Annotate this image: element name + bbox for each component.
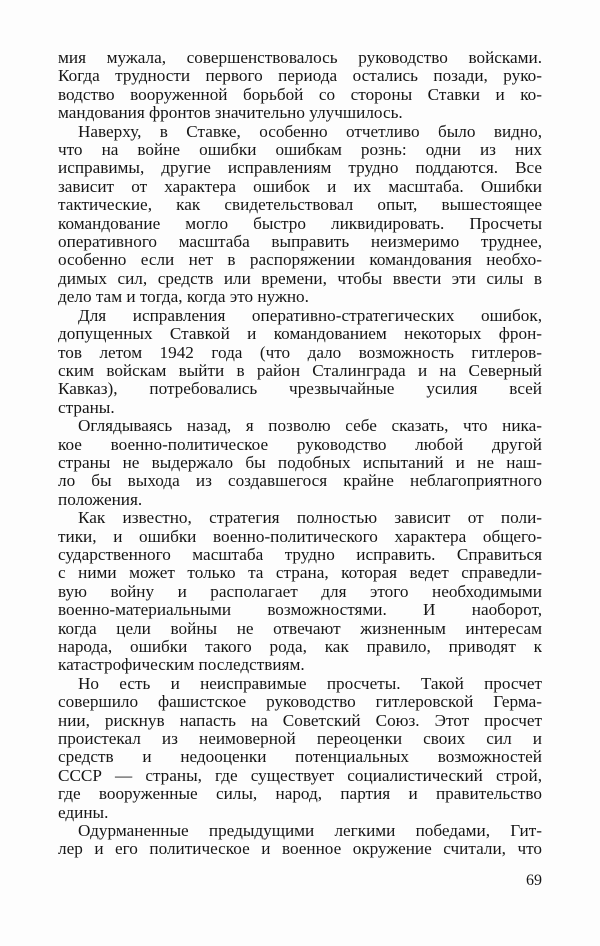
text-line: водство вооруженной борьбой со стороны Ставки и ко- (58, 84, 542, 104)
text-line: когда цели войны не отвечают жизненным интересам (58, 618, 542, 638)
text-line: Оглядываясь назад, я позволю себе сказать, что ника- (78, 416, 542, 436)
paragraph (58, 49, 542, 123)
text-line: страны не выдержало бы подобных испытаний и не наш- (58, 452, 542, 472)
text-line: где вооруженные силы, народ, партия и правительство (58, 784, 542, 804)
text-line: с ними может только та страна, которая ведет справедли- (58, 563, 542, 583)
paragraph (58, 675, 542, 822)
text-line: ло бы выхода из создавшегося крайне неблагоприятного (58, 471, 542, 491)
text-line: Но есть и неисправимые просчеты. Такой просчет (78, 673, 542, 693)
paragraph (58, 509, 542, 675)
text-line: допущенных Ставкой и командованием некоторых фрон- (58, 324, 542, 344)
paragraph (58, 307, 542, 417)
text-line: СССР — страны, где существует социалистический строй, (58, 765, 542, 785)
text-line: лер и его политическое и военное окружение считали, что (58, 839, 542, 859)
text-line: страны. (58, 397, 115, 417)
text-line: исправимы, другие исправлениям трудно поддаются. Все (58, 158, 542, 178)
text-line: Для исправления оперативно-стратегических ошибок, (78, 305, 542, 325)
text-line: Кавказ), потребовались чрезвычайные усилия всей (58, 379, 542, 399)
text-line: мия мужала, совершенствовалось руководство войсками. (58, 48, 542, 67)
text-line: тики, и ошибки военно-политического характера общего- (58, 526, 542, 546)
text-line: проистекал из неимоверной переоценки своих сил и (58, 729, 542, 749)
text-line: средств и недооценки потенциальных возможностей (58, 747, 542, 767)
text-line: катастрофическим последствиям. (58, 655, 305, 675)
text-line: дело там и тогда, когда это нужно. (58, 287, 309, 307)
text-line: тактические, как свидетельствовал опыт, вышестоящее (58, 195, 542, 215)
text-line: народа, ошибки такого рода, как правило, приводят к (58, 637, 542, 656)
text-line: вую войну и располагает для этого необходимыми (58, 581, 542, 601)
text-line: Когда трудности первого периода остались позади, руко- (58, 66, 542, 86)
text-line: Одурманенные предыдущими легкими победами, Гит- (78, 821, 542, 841)
text-line: военно-материальными возможностями. И наоборот, (58, 600, 542, 620)
text-line: что на войне ошибки ошибкам рознь: одни из них (58, 140, 542, 160)
text-line: кое военно-политическое руководство любой другой (58, 434, 542, 454)
text-line: положения. (58, 489, 143, 509)
paragraph (58, 123, 542, 307)
text-line: особенно если нет в распоряжении командования необхо- (58, 250, 542, 270)
text-line: совершило фашистское руководство гитлеровской Герма- (58, 692, 542, 712)
paragraph (58, 822, 542, 859)
text-line: Наверху, в Ставке, особенно отчетливо было видно, (78, 121, 542, 141)
body-text (58, 49, 542, 859)
text-line: мандования фронтов значительно улучшилось. (58, 103, 403, 123)
text-line: командование могло быстро ликвидировать. Просчеты (58, 213, 542, 233)
text-line: оперативного масштаба выправить неизмеримо труднее, (58, 232, 542, 252)
text-line: сударственного масштаба трудно исправить. Справиться (58, 544, 542, 564)
paragraph (58, 417, 542, 509)
text-line: тов летом 1942 года (что дало возможность гитлеров- (58, 342, 542, 362)
text-line: димых сил, средств или времени, чтобы ввести эти силы в (58, 268, 542, 288)
text-line: зависит от характера ошибок и их масштаба. Ошибки (58, 176, 542, 196)
text-line: едины. (58, 802, 109, 822)
text-line: Как известно, стратегия полностью зависит от поли- (78, 508, 542, 528)
text-line: нии, рискнув напасть на Советский Союз. Этот просчет (58, 710, 542, 730)
text-line: ским войскам выйти в район Сталинграда и на Северный (58, 360, 542, 380)
page-number: 69 (526, 872, 542, 889)
